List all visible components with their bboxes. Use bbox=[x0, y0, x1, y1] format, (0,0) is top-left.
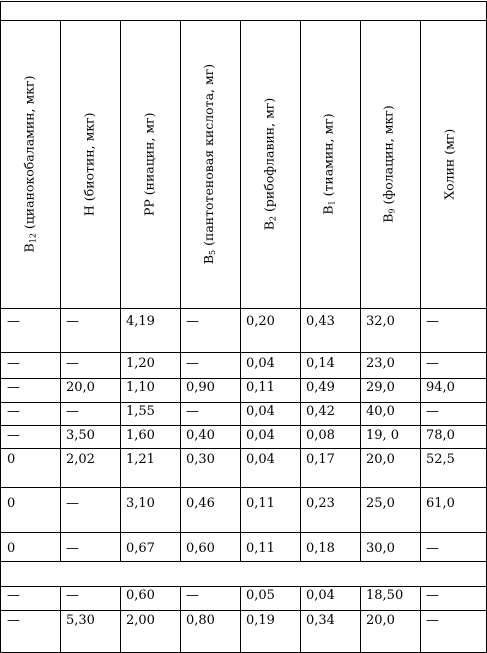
table-cell: — bbox=[186, 404, 199, 419]
header-b9: $B_9$ (фолацин, мкг) bbox=[381, 105, 398, 223]
table-cell: — bbox=[66, 314, 79, 329]
table-cell: 4,19 bbox=[126, 314, 155, 329]
table-cell: 20,0 bbox=[366, 452, 395, 467]
table-cell: 1,20 bbox=[126, 356, 155, 371]
table-cell: 0,46 bbox=[186, 496, 215, 511]
table-cell: — bbox=[426, 588, 439, 603]
table-cell: 0,67 bbox=[126, 541, 155, 556]
table-cell: 3,10 bbox=[126, 496, 155, 511]
header-pp: PP (ниацин, мг) bbox=[141, 112, 157, 216]
table-cell: 40,0 bbox=[366, 404, 395, 419]
table-cell: — bbox=[7, 380, 20, 395]
table-cell: 0,34 bbox=[306, 613, 335, 628]
table-cell: 0,43 bbox=[306, 314, 335, 329]
table-cell: 1,60 bbox=[126, 428, 155, 443]
table-cell: 0,23 bbox=[306, 496, 335, 511]
table-cell: 1,21 bbox=[126, 452, 155, 467]
table-cell: 0,18 bbox=[306, 541, 335, 556]
table-cell: 2,00 bbox=[126, 613, 155, 628]
table-cell: 0,60 bbox=[186, 541, 215, 556]
table-cell: 20,0 bbox=[66, 380, 95, 395]
table-cell: 1,55 bbox=[126, 404, 155, 419]
table-cell: 0,60 bbox=[126, 588, 155, 603]
table-cell: — bbox=[7, 588, 20, 603]
table-cell: 0,11 bbox=[246, 541, 275, 556]
table-cell: — bbox=[66, 588, 79, 603]
table-cell: 2,02 bbox=[66, 452, 95, 467]
table-cell: 0,04 bbox=[306, 588, 335, 603]
table-cell: 0,42 bbox=[306, 404, 335, 419]
table-cell: — bbox=[426, 314, 439, 329]
table-cell: 0 bbox=[7, 541, 16, 556]
table-cell: — bbox=[66, 496, 79, 511]
table-cell: — bbox=[426, 356, 439, 371]
table-cell: 0 bbox=[7, 452, 16, 467]
table-cell: 0,17 bbox=[306, 452, 335, 467]
table-cell: 30,0 bbox=[366, 541, 395, 556]
table-cell: 0 bbox=[7, 496, 16, 511]
table-cell: 0,11 bbox=[246, 380, 275, 395]
table-cell: — bbox=[7, 428, 20, 443]
table-cell: 0,04 bbox=[246, 404, 275, 419]
header-choline: Холин (мг) bbox=[441, 128, 457, 200]
table-cell: 0,20 bbox=[246, 314, 275, 329]
table-cell: 0,05 bbox=[246, 588, 275, 603]
table-cell: — bbox=[426, 613, 439, 628]
table-cell: — bbox=[426, 404, 439, 419]
table-cell: 5,30 bbox=[66, 613, 95, 628]
table-cell: 94,0 bbox=[426, 380, 455, 395]
table-cell: — bbox=[66, 404, 79, 419]
table-cell: 0,08 bbox=[306, 428, 335, 443]
table-cell: — bbox=[66, 541, 79, 556]
table-cell: 0,04 bbox=[246, 428, 275, 443]
table-cell: 29,0 bbox=[366, 380, 395, 395]
table-cell: — bbox=[66, 356, 79, 371]
table-cell: 0,90 bbox=[186, 380, 215, 395]
table-cell: — bbox=[7, 613, 20, 628]
table-cell: 1,10 bbox=[126, 380, 155, 395]
table-cell: 0,14 bbox=[306, 356, 335, 371]
table-cell: 3,50 bbox=[66, 428, 95, 443]
table-cell: 0,80 bbox=[186, 613, 215, 628]
header-b5: $B_5$ (пантотеновая кислота, мг) bbox=[201, 63, 217, 265]
table-cell: — bbox=[7, 404, 20, 419]
table-cell: — bbox=[186, 588, 199, 603]
table-cell: 0,40 bbox=[186, 428, 215, 443]
table-cell: 0,30 bbox=[186, 452, 215, 467]
table-cell: 0,11 bbox=[246, 496, 275, 511]
table-cell: 32,0 bbox=[366, 314, 395, 329]
table-cell: 20,0 bbox=[366, 613, 395, 628]
header-b12: $B_{12}$ (цианокобаламин, мкг) bbox=[21, 75, 38, 253]
header-b2: $B_2$ (рибофлавин, мг) bbox=[261, 97, 277, 231]
table-cell: 25,0 bbox=[366, 496, 395, 511]
table-cell: — bbox=[426, 541, 439, 556]
table-cell: 23,0 bbox=[366, 356, 395, 371]
table-cell: 0,04 bbox=[246, 452, 275, 467]
table-cell: — bbox=[7, 356, 20, 371]
table-cell: — bbox=[7, 314, 20, 329]
table-cell: 52,5 bbox=[426, 452, 455, 467]
table-cell: 0,04 bbox=[246, 356, 275, 371]
table-cell: 0,49 bbox=[306, 380, 335, 395]
table-cell: 19, 0 bbox=[366, 428, 400, 443]
header-biotin: Н (биотин, мкг) bbox=[81, 112, 97, 216]
table-cell: — bbox=[186, 356, 199, 371]
table-cell: 78,0 bbox=[426, 428, 455, 443]
table-cell: 18,50 bbox=[366, 588, 404, 603]
table-cell: 0,19 bbox=[246, 613, 275, 628]
table-cell: 61,0 bbox=[426, 496, 455, 511]
table-cell: — bbox=[186, 314, 199, 329]
header-b1: $B_1$ (тиамин, мг) bbox=[321, 113, 337, 215]
